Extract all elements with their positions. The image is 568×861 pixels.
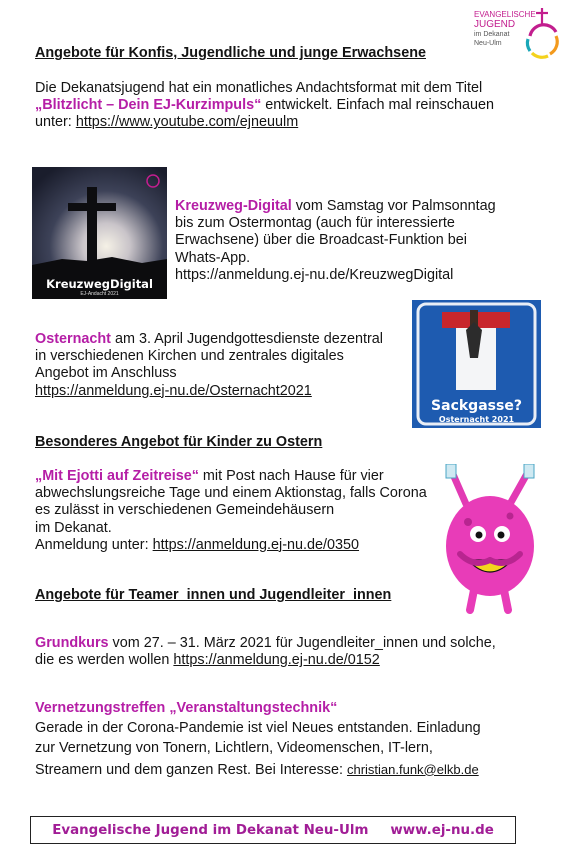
email-link[interactable]: christian.funk@elkb.de [346, 761, 479, 777]
kreuzweg-image-title: KreuzwegDigital [46, 277, 153, 291]
ejotti-mascot-image [438, 464, 544, 614]
ejotti-text: „Mit Ejotti auf Zeitreise“ mit Post nach Hause für vier abwechslungsreiche Tage und einem Aktionstag, falls Corona es zulässt in verschiedenen Gemeindehäusern im Dekanat. Anmeldung unter: https://anmeldung.ej-nu.de/0350 [35, 468, 427, 553]
kreuzweg-image-caption: EJ-Andacht 2021 [80, 291, 119, 297]
grundkurs-link[interactable]: https://anmeldung.ej-nu.de/0152 [173, 652, 380, 669]
sackgasse-image-title: Sackgasse? [431, 398, 522, 414]
grundkurs-text: Grundkurs vom 27. – 31. März 2021 für Jugendleiter_innen und solche, die es werden wollen https://anmeldung.ej-nu.de/0152 [35, 635, 496, 669]
blitzlicht-paragraph: Die Dekanatsjugend hat ein monatliches Andachtsformat mit dem Titel „Blitzlicht – Dein EJ-Kurzimpuls“ entwickelt. Einfach mal reinschauen unter: https://www.youtube.com/ejneuulm [35, 80, 495, 131]
footer-box [30, 816, 516, 844]
sackgasse-image-sub: Osternacht 2021 [438, 415, 515, 424]
vernetzung-title: Vernetzungstreffen „Veranstaltungstechnik“ [35, 700, 338, 716]
sackgasse-image [412, 300, 541, 428]
kreuzweg-title: Kreuzweg-Digital [175, 198, 292, 214]
osternacht-link[interactable]: https://anmeldung.ej-nu.de/Osternacht2021 [35, 382, 312, 399]
ej-logo [474, 6, 562, 68]
grundkurs-title: Grundkurs [35, 635, 109, 651]
logo-text: EVANGELISCHE JUGEND im Dekanat Neu-Ulm [474, 10, 536, 47]
ejotti-link[interactable]: https://anmeldung.ej-nu.de/0350 [152, 536, 360, 553]
ejotti-title: „Mit Ejotti auf Zeitreise“ [35, 468, 199, 484]
osternacht-title: Osternacht [35, 331, 111, 347]
blitzlicht-line1: Die Dekanatsjugend hat ein monatliches Andachtsformat mit dem Titel [35, 80, 483, 96]
heading-kinder: Besonderes Angebot für Kinder zu Ostern [35, 434, 323, 450]
kreuzweg-image [32, 167, 167, 299]
vernetzung-text: Vernetzungstreffen „Veranstaltungstechnik“ Gerade in der Corona-Pandemie ist viel Neues entstanden. Einladung zur Vernetzung von Tonern, Lichtlern, Videomenschen, IT-lern, Streamern und dem ganzen Rest. Bei Interesse: christian.funk@elkb.de [35, 700, 481, 778]
footer-url[interactable]: www.ej-nu.de [390, 822, 494, 838]
blitzlicht-title: „Blitzlicht – Dein EJ-Kurzimpuls“ [35, 97, 262, 114]
heading-konfis: Angebote für Konfis, Jugendliche und junge Erwachsene [35, 45, 426, 61]
footer-org: Evangelische Jugend im Dekanat Neu-Ulm [52, 822, 369, 838]
osternacht-text: Osternacht am 3. April Jugendgottesdienste dezentral in verschiedenen Kirchen und zentrales digitales Angebot im Anschluss https://anmeldung.ej-nu.de/Osternacht2021 [35, 331, 383, 399]
kreuzweg-text: Kreuzweg-Digital vom Samstag vor Palmsonntag bis zum Ostermontag (auch für interessierte Erwachsene) über die Broadcast-Funktion bei Whats-App. https://anmeldung.ej-nu.de/KreuzwegDigital [175, 198, 496, 283]
kreuzweg-link[interactable]: https://anmeldung.ej-nu.de/KreuzwegDigital [175, 266, 454, 283]
youtube-link[interactable]: https://www.youtube.com/ejneuulm [75, 114, 299, 131]
heading-teamer: Angebote für Teamer_innen und Jugendleiter_innen [35, 587, 392, 603]
logo-circle-icon [522, 6, 562, 68]
